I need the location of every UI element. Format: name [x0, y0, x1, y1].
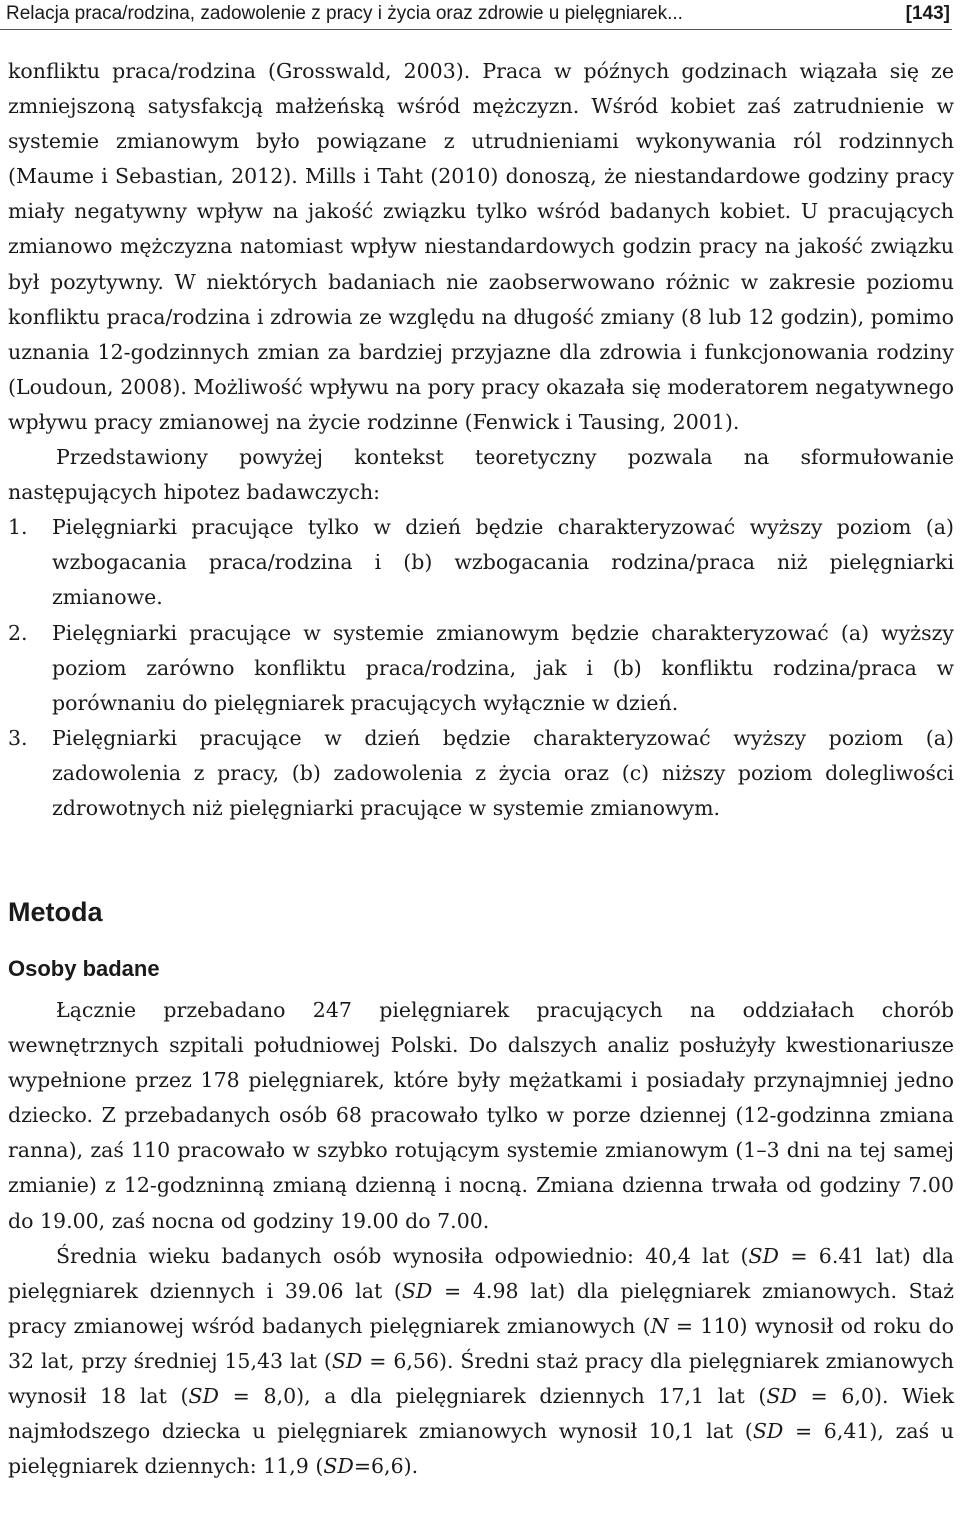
hypothesis-text: Pielęgniarki pracujące w systemie zmianowym będzie charakteryzować (a) wyższy poziom zarówno konfliktu praca/rodzina, jak i (b) konfliktu rodzina/praca w porównaniu do pielęgniarek pracujących wyłącznie w dzień. — [52, 620, 954, 715]
text-run: =6,6). — [353, 1454, 419, 1479]
intro-paragraph-1: konfliktu praca/rodzina (Grosswald, 2003). Praca w późnych godzinach wiązała się ze zmniejszoną satysfakcją małżeńską wśród mężczyzn. Wśród kobiet zaś zatrudnienie w systemie zmianowym było powiązane z utrudnieniami wykonywania ról rodzinnych (Maume i Sebastian, 2012). Mills i Taht (2010) donoszą, że niestandardowe godziny pracy miały negatywny wpływ na jakość związku tylko wśród badanych kobiet. U pracujących zmianowo mężczyzna natomiast wpływ niestandardowych godzin pracy na jakość związku był pozytywny. W niektórych badaniach nie zaobserwowano różnic w zakresie poziomu konfliktu praca/rodzina i zdrowia ze względu na długość zmiany (8 lub 12 godzin), pomimo uznania 12-godzinnych zmian za bardziej przyjazne dla zdrowia i funkcjonowania rodziny (Loudoun, 2008). Możliwość wpływu na pory pracy okazała się moderatorem negatywnego wpływu pracy zmianowej na życie rodzinne (Fenwick i Tausing, 2001). — [8, 59, 954, 434]
method-text — [8, 993, 954, 1484]
text-run: Średnia wieku badanych osób wynosiła odpowiednio: 40,4 lat ( — [56, 1243, 749, 1268]
method-paragraph-2 — [8, 1239, 954, 1485]
running-header — [0, 0, 952, 30]
sd-symbol: SD — [188, 1384, 219, 1409]
sd-symbol: SD — [752, 1419, 784, 1444]
hypotheses-list — [8, 510, 954, 826]
hypothesis-number: 1. — [8, 515, 28, 540]
sd-symbol: SD — [401, 1278, 433, 1303]
hypothesis-item — [8, 721, 954, 826]
page-number: [143] — [905, 3, 950, 24]
hypothesis-item — [8, 510, 954, 615]
text-run: = 8,0), a dla pielęgniarek dziennych 17,1 lat ( — [219, 1384, 767, 1409]
text-run: = 6.41 lat) dla pielęgniarek dziennych i 39.06 lat ( — [8, 1243, 954, 1303]
hypothesis-item — [8, 616, 954, 721]
running-header-title: Relacja praca/rodzina, zadowolenie z pracy i życia oraz zdrowie u pielęgniarek... — [6, 3, 683, 24]
method-paragraph-1: Łącznie przebadano 247 pielęgniarek pracujących na oddziałach chorób wewnętrznych szpitali południowej Polski. Do dalszych analiz posłużyły kwestionariusze wypełnione przez 178 pielęgniarek, które były mężatkami i posiadały przynajmniej jedno dziecko. Z przebadanych osób 68 pracowało tylko w porze dziennej (12-godzinna zmiana ranna), zaś 110 pracowało w szybko rotującym systemie zmianowym (1–3 dni na tej samej zmianie) z 12-godzninną zmianą dzienną i nocną. Zmiana dzienna trwała od godziny 7.00 do 19.00, zaś nocna od godziny 19.00 do 7.00. — [8, 998, 954, 1233]
hypothesis-number: 3. — [8, 725, 28, 750]
hypothesis-number: 2. — [8, 620, 28, 645]
section-heading: Metoda — [8, 897, 103, 927]
text-run: = 110) wynosił od roku do 32 lat, przy średniej 15,43 lat ( — [8, 1313, 954, 1373]
sd-symbol: SD — [748, 1243, 779, 1268]
intro-text — [8, 54, 954, 826]
sd-symbol: SD — [323, 1454, 354, 1479]
n-symbol: N — [650, 1313, 669, 1338]
text-run: = 6,0). Wiek najmłodszego dziecka u pielęgniarek zmianowych wynosił 10,1 lat ( — [8, 1384, 954, 1444]
hypothesis-text: Pielęgniarki pracujące tylko w dzień będzie charakteryzować wyższy poziom (a) wzbogacania praca/rodzina i (b) wzbogacania rodzina/praca niż pielęgniarki zmianowe. — [52, 515, 954, 610]
text-run: = 6,41), zaś u pielęgniarek dziennych: 11,9 ( — [8, 1419, 954, 1479]
subsection-heading: Osoby badane — [8, 956, 160, 981]
hypothesis-text: Pielęgniarki pracujące w dzień będzie charakteryzować wyższy poziom (a) zadowolenia z pracy, (b) zadowolenia z życia oraz (c) niższy poziom dolegliwości zdrowotnych niż pielęgniarki pracujące w systemie zmianowym. — [52, 725, 954, 820]
sd-symbol: SD — [331, 1348, 363, 1373]
sd-symbol: SD — [766, 1384, 797, 1409]
intro-paragraph-2: Przedstawiony powyżej kontekst teoretyczny pozwala na sformułowanie następujących hipotez badawczych: — [8, 445, 954, 505]
text-run: = 6,56). Średni staż pracy dla pielęgniarek zmianowych wynosił 18 lat ( — [8, 1348, 955, 1409]
text-run: = 4.98 lat) dla pielęgniarek zmianowych. Staż pracy zmianowej wśród badanych pielęgniarek zmianowych ( — [8, 1278, 954, 1338]
